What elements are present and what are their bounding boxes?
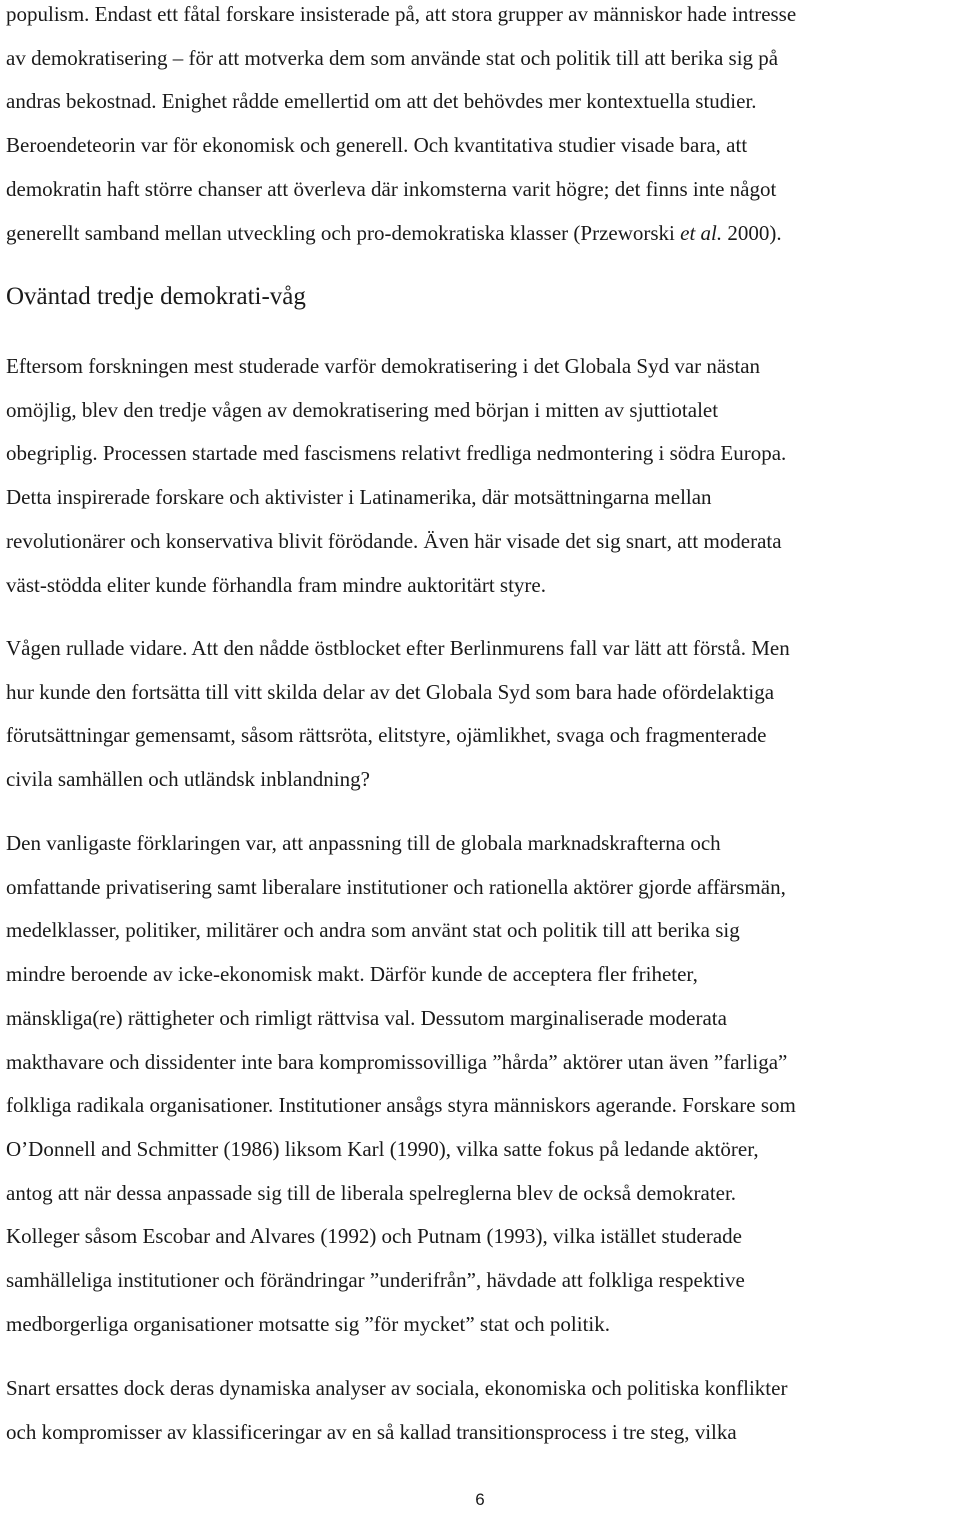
text-line: omfattande privatisering samt liberalare institutioner och rationella aktörer gjorde affärsmän, [6,874,786,899]
text-line: mänskliga(re) rättigheter och rimligt rättvisa val. Dessutom marginaliserade moderata [6,1005,727,1030]
text-line: andras bekostnad. Enighet rådde emellertid om att det behövdes mer kontextuella studier. [6,89,757,114]
text-line: folkliga radikala organisationer. Institutioner ansågs styra människors agerande. Forskare som [6,1093,796,1118]
text-line: omöjlig, blev den tredje vågen av demokratisering med början i mitten av sjuttiotalet [6,397,719,422]
text-line: medborgerliga organisationer motsatte sig ”för mycket” stat och politik. [6,1311,610,1336]
text-line: Den vanligaste förklaringen var, att anpassning till de globala marknadskrafterna och [6,831,721,855]
paragraph-third-wave [6,345,786,607]
text-line: Snart ersattes dock deras dynamiska analyser av sociala, ekonomiska och politiska konflikter [6,1376,788,1400]
text-line: och kompromisser av klassificeringar av en så kallad transitionsprocess i tre steg, vilka [6,1419,737,1444]
text-line: hur kunde den fortsätta till vitt skilda delar av det Globala Syd som bara hade ofördelaktiga [6,679,775,704]
citation-italic: et al. [680,220,723,245]
text-line: antog att när dessa anpassade sig till de liberala spelreglerna blev de också demokrater. [6,1180,737,1205]
paragraph-common-explanation [6,822,796,1346]
text-segment: 2000). [722,220,782,245]
paragraph-transition-process [6,1367,787,1454]
text-line: Beroendeteorin var för ekonomisk och generell. Och kvantitativa studier visade bara, att [6,133,748,158]
text-line: O’Donnell and Schmitter (1986) liksom Karl (1990), vilka satte fokus på ledande aktörer, [6,1136,759,1161]
page-number: 6 [475,1490,485,1509]
text-line: Vågen rullade vidare. Att den nådde östblocket efter Berlinmurens fall var lätt att förstå. Men [6,636,790,660]
text-line: demokratin haft större chanser att överleva där inkomsterna varit högre; det finns inte något [6,176,777,201]
text-line: samhälleliga institutioner och förändringar ”underifrån”, hävdade att folkliga respektive [6,1268,745,1293]
text-line: Detta inspirerade forskare och aktivister i Latinamerika, där motsättningarna mellan [6,485,712,510]
text-segment: generellt samband mellan utveckling och pro-demokratiska klasser (Przeworski [6,220,681,245]
text-line: Eftersom forskningen mest studerade varför demokratisering i det Globala Syd var nästan [6,354,761,378]
text-line: medelklasser, politiker, militärer och andra som använt stat och politik till att berika sig [6,918,740,943]
text-line [6,212,796,256]
paragraph-wave-rolled-on [6,627,790,802]
text-line: förutsättningar gemensamt, såsom rättsröta, elitstyre, ojämlikhet, svaga och fragmenterade [6,723,767,748]
text-line: obegriplig. Processen startade med fascismens relativt fredliga nedmontering i södra Europa. [6,441,787,466]
paragraph-populism [6,0,796,255]
section-heading: Oväntad tredje demokrati-våg [6,283,306,310]
text-line: civila samhällen och utländsk inblandning? [6,767,370,792]
text-line: Kolleger såsom Escobar and Alvares (1992) och Putnam (1993), vilka istället studerade [6,1224,742,1249]
text-line: av demokratisering – för att motverka dem som använde stat och politik till att berika sig på [6,45,779,70]
text-line: populism. Endast ett fåtal forskare insisterade på, att stora grupper av människor hade intresse [6,2,797,26]
text-line: mindre beroende av icke-ekonomisk makt. Därför kunde de acceptera fler friheter, [6,962,698,987]
text-line: revolutionärer och konservativa blivit förödande. Även här visade det sig snart, att moderata [6,528,782,553]
text-line: väst-stödda eliter kunde förhandla fram mindre auktoritärt styre. [6,572,546,597]
text-line: makthavare och dissidenter inte bara kompromissovilliga ”hårda” aktörer utan även ”farliga” [6,1049,788,1074]
